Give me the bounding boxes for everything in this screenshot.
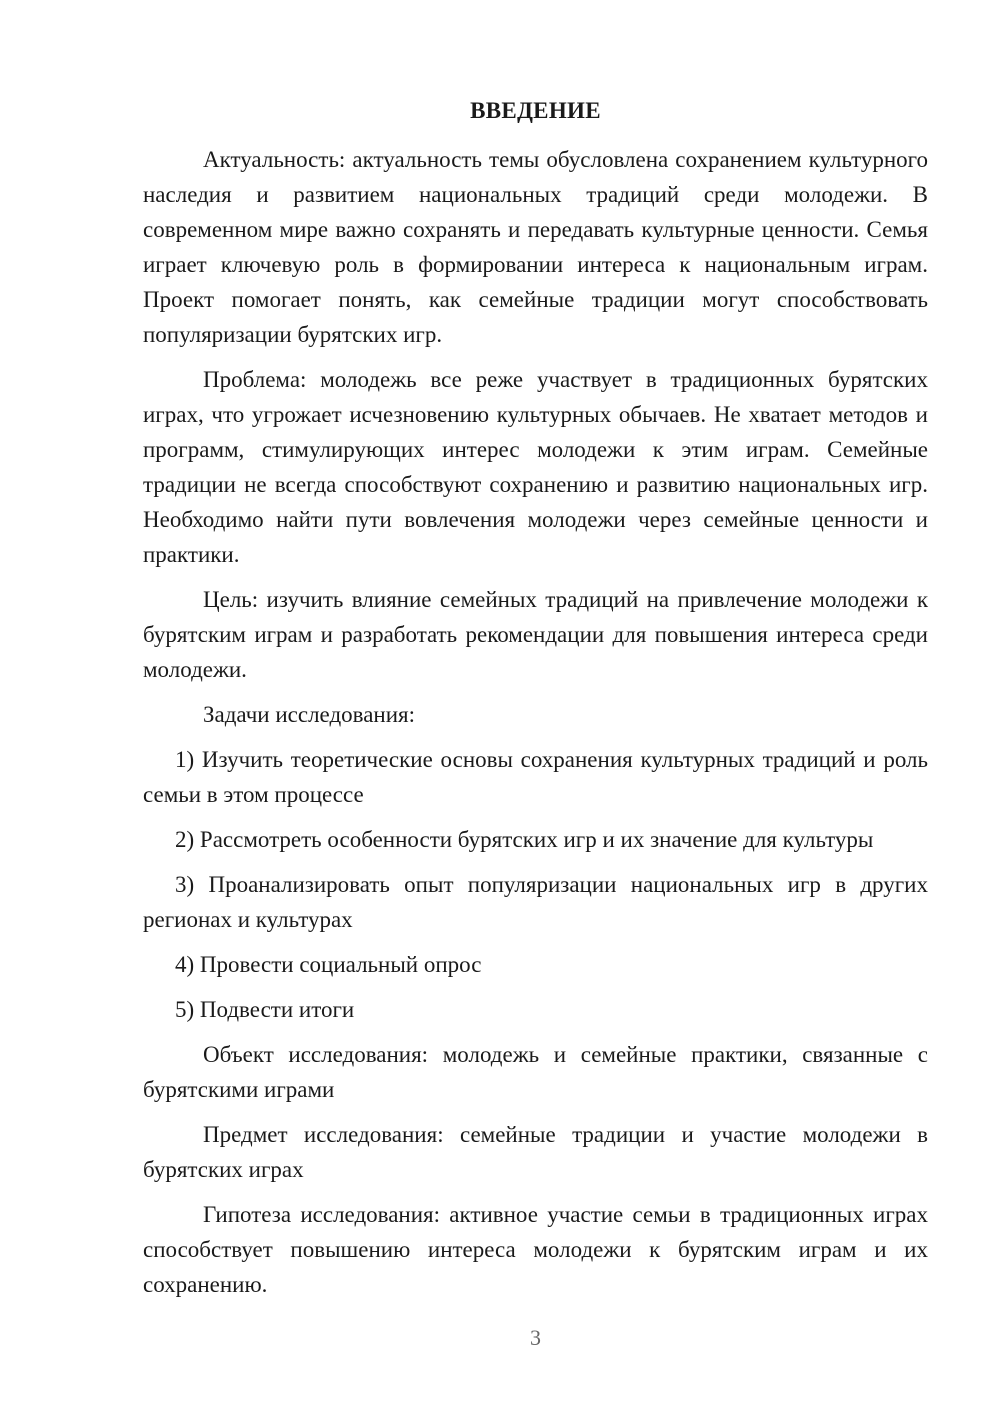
problem-paragraph: Проблема: молодежь все реже участвует в традиционных бурятских играх, что угрожает исчезновению культурных обычаев. Не хватает методов и программ, стимулирующих интерес молодежи к этим играм. Семейные традиции не всегда способствуют сохранению и развитию национальных игр. Необходимо найти пути вовлечения молодежи через семейные ценности и практики. xyxy=(143,367,928,567)
task-item-4: 4) Провести социальный опрос xyxy=(175,952,482,977)
page-number: 3 xyxy=(530,1325,541,1350)
task-item-2: 2) Рассмотреть особенности бурятских игр и их значение для культуры xyxy=(175,827,874,852)
document-page xyxy=(143,0,928,1414)
task-item-1: 1) Изучить теоретические основы сохранения культурных традиций и роль семьи в этом процессе xyxy=(143,747,928,807)
task-item-3: 3) Проанализировать опыт популяризации национальных игр в других регионах и культурах xyxy=(143,872,928,932)
subject-paragraph: Предмет исследования: семейные традиции и участие молодежи в бурятских играх xyxy=(143,1122,928,1182)
section-title: ВВЕДЕНИЕ xyxy=(470,98,601,123)
object-paragraph: Объект исследования: молодежь и семейные практики, связанные с бурятскими играми xyxy=(143,1042,928,1102)
hypothesis-paragraph: Гипотеза исследования: активное участие семьи в традиционных играх способствует повышению интереса молодежи к бурятским играм и их сохранению. xyxy=(143,1202,928,1297)
tasks-heading: Задачи исследования: xyxy=(203,702,416,727)
relevance-paragraph: Актуальность: актуальность темы обусловлена сохранением культурного наследия и развитием национальных традиций среди молодежи. В современном мире важно сохранять и передавать культурные ценности. Семья играет ключевую роль в формировании интереса к национальным играм. Проект помогает понять, как семейные традиции могут способствовать популяризации бурятских игр. xyxy=(143,147,928,347)
document-body xyxy=(143,142,928,1312)
task-item-5: 5) Подвести итоги xyxy=(175,997,355,1022)
goal-paragraph: Цель: изучить влияние семейных традиций на привлечение молодежи к бурятским играм и разработать рекомендации для повышения интереса среди молодежи. xyxy=(143,587,928,682)
